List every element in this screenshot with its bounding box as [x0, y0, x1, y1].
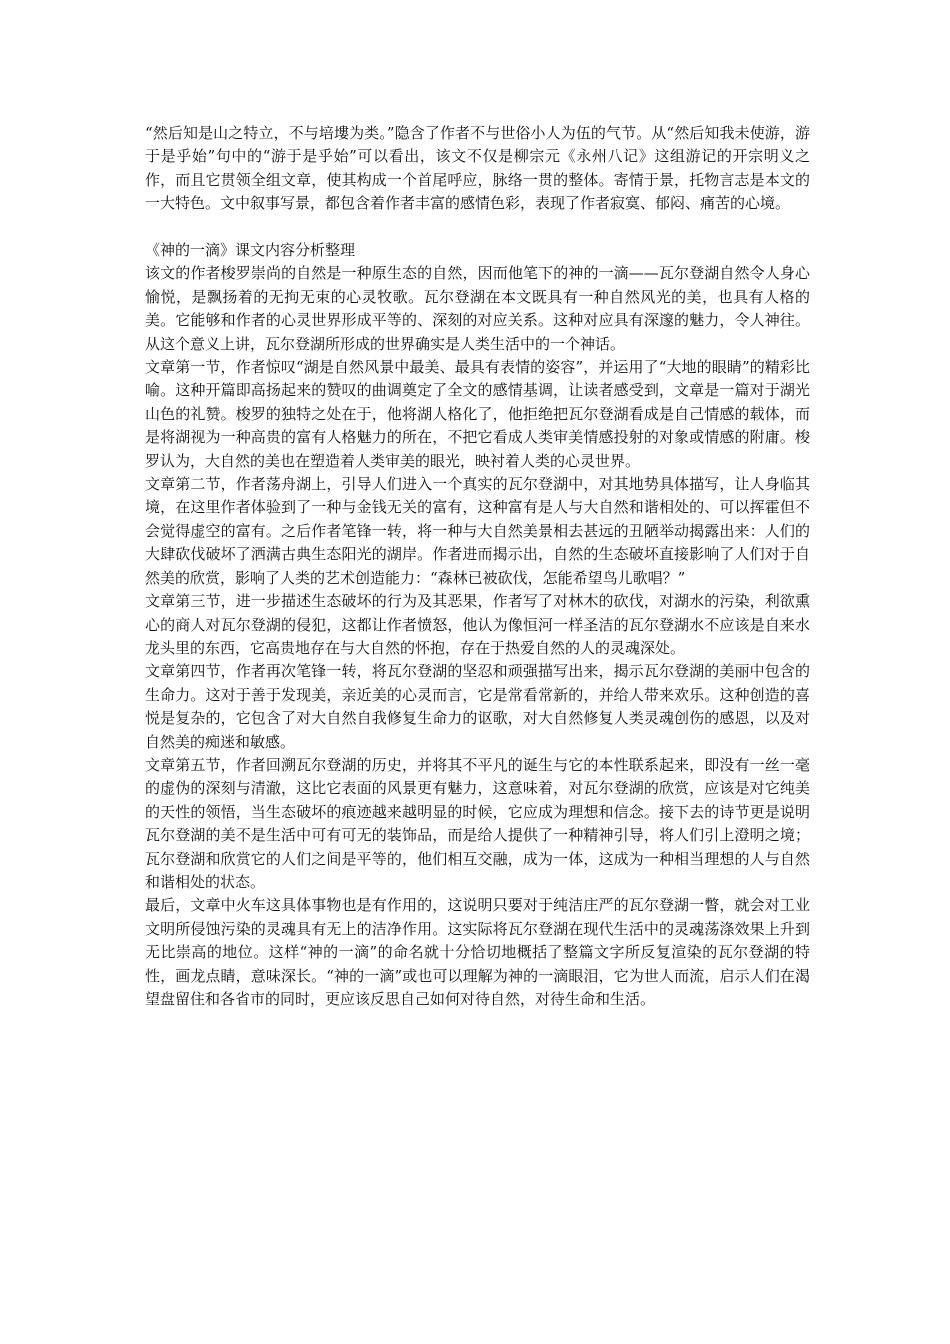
body-paragraph-5: 文章第四节，作者再次笔锋一转，将瓦尔登湖的坚忍和顽强描写出来，揭示瓦尔登湖的美丽中包含的生命力。这对于善于发现美，亲近美的心灵而言，它是常看常新的，并给人带来欢乐。这种创造的喜悦是复杂的，它包含了对大自然自我修复生命力的讴歌，对大自然修复人类灵魂创伤的感恩，以及对自然美的痴迷和敏感。 — [145, 662, 810, 751]
body-paragraph-1: 该文的作者梭罗崇尚的自然是一种原生态的自然，因而他笔下的神的一滴——瓦尔登湖自然令人身心愉悦，是飘扬着的无拘无束的心灵牧歌。瓦尔登湖在本文既具有一种自然风光的美，也具有人格的美。它能够和作者的心灵世界形成平等的、深刻的对应关系。这种对应具有深邃的魅力，令人神往。从这个意义上讲，瓦尔登湖所形成的世界确实是人类生活中的一个神话。 — [145, 264, 810, 353]
body-paragraph-4: 文章第三节，进一步描述生态破坏的行为及其恶果，作者写了对林木的砍伐，对湖水的污染，利欲熏心的商人对瓦尔登湖的侵犯，这都让作者愤怒，他认为像恒河一样圣洁的瓦尔登湖水不应该是自来水龙头里的东西，它高贵地存在与大自然的怀抱，存在于热爱自然的人的灵魂深处。 — [145, 592, 810, 657]
intro-paragraph: “然后知是山之特立，不与培塿为类。”隐含了作者不与世俗小人为伍的气节。从“然后知我未使游，游于是乎始”句中的“游于是乎始”可以看出，该文不仅是柳宗元《永州八记》这组游记的开宗明义之作，而且它贯领全组文章，使其构成一个首尾呼应，脉络一贯的整体。寄情于景，托物言志是本文的一大特色。文中叙事写景，都包含着作者丰富的感情色彩，表现了作者寂寞、郁闷、痛苦的心境。 — [145, 124, 810, 213]
paragraph-gap — [145, 216, 810, 239]
body-paragraph-7: 最后，文章中火车这具体事物也是有作用的，这说明只要对于纯洁庄严的瓦尔登湖一瞥，就会对工业文明所侵蚀污染的灵魂具有无上的洁净作用。这实际将瓦尔登湖在现代生活中的灵魂荡涤效果上升到无比崇高的地位。这样“神的一滴”的命名就十分恰切地概括了整篇文字所反复渲染的瓦尔登湖的特性，画龙点睛，意味深长。“神的一滴”或也可以理解为神的一滴眼泪，它为世人而流，启示人们在渴望盘留住和各省市的同时，更应该反思自己如何对待自然，对待生命和生活。 — [145, 896, 810, 1009]
document-page — [145, 122, 810, 1011]
body-paragraph-3: 文章第二节，作者荡舟湖上，引导人们进入一个真实的瓦尔登湖中，对其地势具体描写，让人身临其境，在这里作者体验到了一种与金钱无关的富有，这种富有是人与大自然和谐相处的、可以挥霍但不会觉得虚空的富有。之后作者笔锋一转，将一种与大自然美景相去甚远的丑陋举动揭露出来：人们的大肆砍伐破坏了洒满古典生态阳光的湖岸。作者进而揭示出，自然的生态破坏直接影响了人们对于自然美的欣赏，影响了人类的艺术创造能力：“森林已被砍伐，怎能希望鸟儿歌唱？” — [145, 475, 810, 587]
section-title: 《神的一滴》课文内容分析整理 — [145, 241, 356, 260]
body-paragraph-2: 文章第一节，作者惊叹“湖是自然风景中最美、最具有表情的姿容”，并运用了“大地的眼睛”的精彩比喻。这种开篇即高扬起来的赞叹的曲调奠定了全文的感情基调，让读者感受到，文章是一篇对于湖光山色的礼赞。梭罗的独特之处在于，他将湖人格化了，他拒绝把瓦尔登湖看成是自己情感的载体，而是将湖视为一种高贵的富有人格魅力的所在，不把它看成人类审美情感投射的对象或情感的附庸。梭罗认为，大自然的美也在塑造着人类审美的眼光，映衬着人类的心灵世界。 — [145, 358, 810, 470]
body-paragraph-6: 文章第五节，作者回溯瓦尔登湖的历史，并将其不平凡的诞生与它的本性联系起来，即没有一丝一毫的虚伪的深刻与清澈，这比它表面的风景更有魅力，这意味着，对瓦尔登湖的欣赏，应该是对它纯美的天性的领悟，当生态破坏的痕迹越来越明显的时候，它应成为理想和信念。接下去的诗节更是说明瓦尔登湖的美不是生活中可有可无的装饰品，而是给人提供了一种精神引导，将人们引上澄明之境；瓦尔登湖和欣赏它的人们之间是平等的，他们相互交融，成为一体，这成为一种相当理想的人与自然和谐相处的状态。 — [145, 755, 810, 891]
